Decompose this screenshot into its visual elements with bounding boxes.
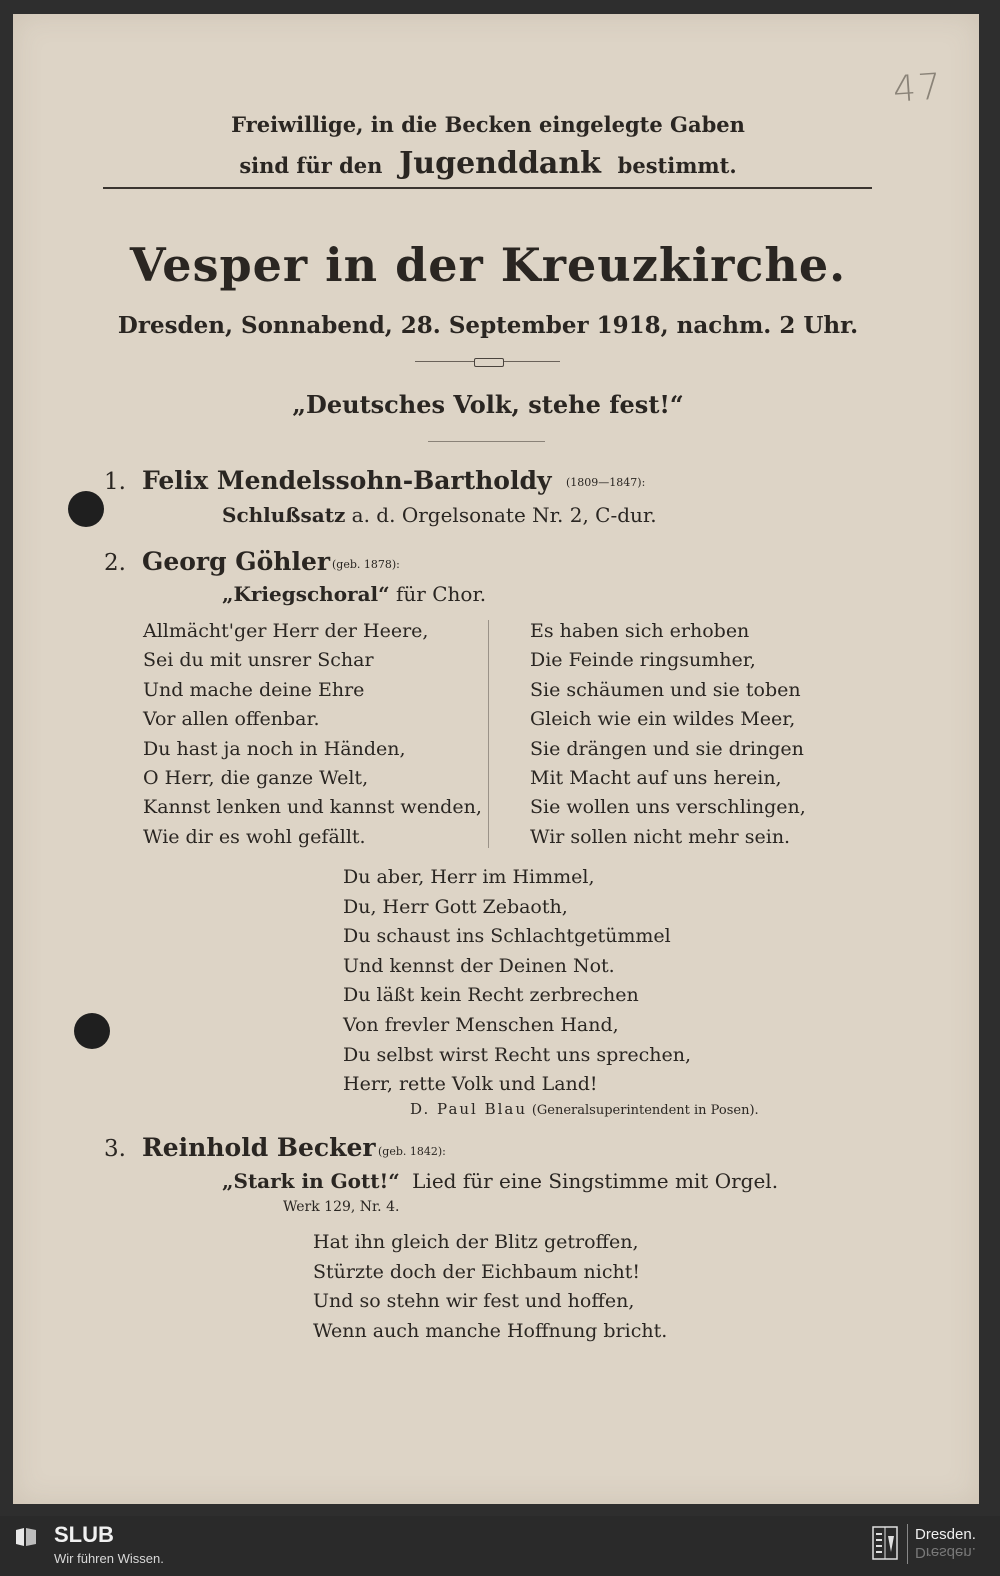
donation-recipient: Jugenddank xyxy=(399,146,601,181)
song-verse xyxy=(313,1228,667,1346)
donation-notice-post: bestimmt. xyxy=(617,153,737,178)
verse-line: Du hast ja noch in Händen, xyxy=(143,737,406,760)
lyricist-name: D. Paul Blau xyxy=(410,1100,528,1118)
piece-title xyxy=(222,582,486,606)
verse-line: Du läßt kein Recht zerbrechen xyxy=(343,984,639,1007)
verse-line: Die Feinde ringsumher, xyxy=(530,649,756,672)
donation-notice-pre: sind für den xyxy=(239,153,383,178)
piece-title-detail: a. d. Orgelsonate Nr. 2, C-dur. xyxy=(351,503,657,527)
verse-left-column xyxy=(143,617,482,852)
verse-line: Von frevler Menschen Hand, xyxy=(343,1013,619,1036)
verse-line: Sie drängen und sie dringen xyxy=(530,737,804,760)
verse-line: Stürzte doch der Eichbaum nicht! xyxy=(313,1260,641,1283)
donation-notice-line1: Freiwillige, in die Becken eingelegte Gaben xyxy=(231,112,745,137)
verse-column-divider xyxy=(488,620,489,848)
verse-line: Kannst lenken und kannst wenden, xyxy=(143,796,482,819)
library-tagline: Wir führen Wissen. xyxy=(54,1551,164,1566)
verse-line: Gleich wie ein wildes Meer, xyxy=(530,708,796,731)
piece-title-main: „Kriegschoral“ xyxy=(222,582,390,606)
dresden-crest-icon xyxy=(872,1526,898,1560)
verse-line: Du schaust ins Schlachtgetümmel xyxy=(343,925,671,948)
verse-line: Wie dir es wohl gefällt. xyxy=(143,825,366,848)
city-logo-reflection: Dresden. xyxy=(915,1544,976,1561)
verse-line: Und mache deine Ehre xyxy=(143,678,365,701)
item-number: 3. xyxy=(104,1136,126,1162)
verse-line: Wir sollen nicht mehr sein. xyxy=(530,825,791,848)
header-rule xyxy=(103,187,872,189)
piece-title xyxy=(222,503,657,527)
composer-name: Reinhold Becker xyxy=(142,1133,376,1162)
composer-dates: (geb. 1842): xyxy=(378,1145,446,1158)
donation-notice-line2 xyxy=(100,146,876,181)
city-logo[interactable]: Dresden. xyxy=(915,1526,976,1543)
opus-number: Werk 129, Nr. 4. xyxy=(283,1199,400,1215)
verse-line: Du aber, Herr im Himmel, xyxy=(343,866,595,888)
punch-hole xyxy=(68,491,104,527)
verse-line: Und so stehn wir fest und hoffen, xyxy=(313,1290,635,1312)
verse-line: Herr, rette Volk und Land! xyxy=(343,1073,598,1096)
motto-rule xyxy=(428,441,545,442)
verse-line: Allmächt'ger Herr der Heere, xyxy=(143,620,429,642)
punch-hole xyxy=(74,1013,110,1049)
composer-dates: (1809—1847): xyxy=(566,476,646,489)
archive-number: 47 xyxy=(891,66,945,111)
verse-line: Und kennst der Deinen Not. xyxy=(343,954,615,977)
lyricist-credit xyxy=(410,1100,759,1118)
verse-line: Vor allen offenbar. xyxy=(143,708,320,731)
piece-title-detail: Lied für eine Singstimme mit Orgel. xyxy=(412,1169,779,1193)
footer-divider xyxy=(907,1524,908,1564)
piece-title-main: Schlußsatz xyxy=(222,503,346,527)
verse-center-stanza xyxy=(343,863,691,1100)
verse-line: Du, Herr Gott Zebaoth, xyxy=(343,895,568,918)
event-date: Dresden, Sonnabend, 28. September 1918, nachm. 2 Uhr. xyxy=(117,312,859,339)
verse-line: Sie wollen uns verschlingen, xyxy=(530,796,806,819)
verse-line: Mit Macht auf uns herein, xyxy=(530,767,782,790)
verse-line: Sei du mit unsrer Schar xyxy=(143,649,374,672)
verse-line: Es haben sich erhoben xyxy=(530,620,750,642)
slub-logo-icon xyxy=(14,1526,38,1548)
verse-line: Du selbst wirst Recht uns sprechen, xyxy=(343,1043,692,1066)
composer-dates: (geb. 1878): xyxy=(332,558,400,571)
page-title: Vesper in der Kreuzkirche. xyxy=(129,238,847,292)
item-number: 1. xyxy=(104,469,126,495)
verse-line: Sie schäumen und sie toben xyxy=(530,678,801,701)
verse-right-column xyxy=(530,617,806,852)
item-number: 2. xyxy=(104,550,126,576)
verse-line: O Herr, die ganze Welt, xyxy=(143,767,369,790)
ornament-bar xyxy=(474,358,504,367)
library-name[interactable]: SLUB xyxy=(54,1522,114,1547)
piece-title-detail: für Chor. xyxy=(396,582,487,606)
lyricist-note: (Generalsuperintendent in Posen). xyxy=(531,1103,759,1118)
verse-line: Wenn auch manche Hoffnung bricht. xyxy=(313,1319,668,1342)
motto: „Deutsches Volk, stehe fest!“ xyxy=(292,390,684,419)
viewer-footer xyxy=(0,1516,1000,1576)
composer-name: Georg Göhler xyxy=(142,547,331,576)
verse-line: Hat ihn gleich der Blitz getroffen, xyxy=(313,1231,639,1253)
composer-name: Felix Mendelssohn-Bartholdy xyxy=(142,466,552,495)
piece-title-main: „Stark in Gott!“ xyxy=(222,1169,400,1193)
piece-title xyxy=(222,1169,778,1193)
